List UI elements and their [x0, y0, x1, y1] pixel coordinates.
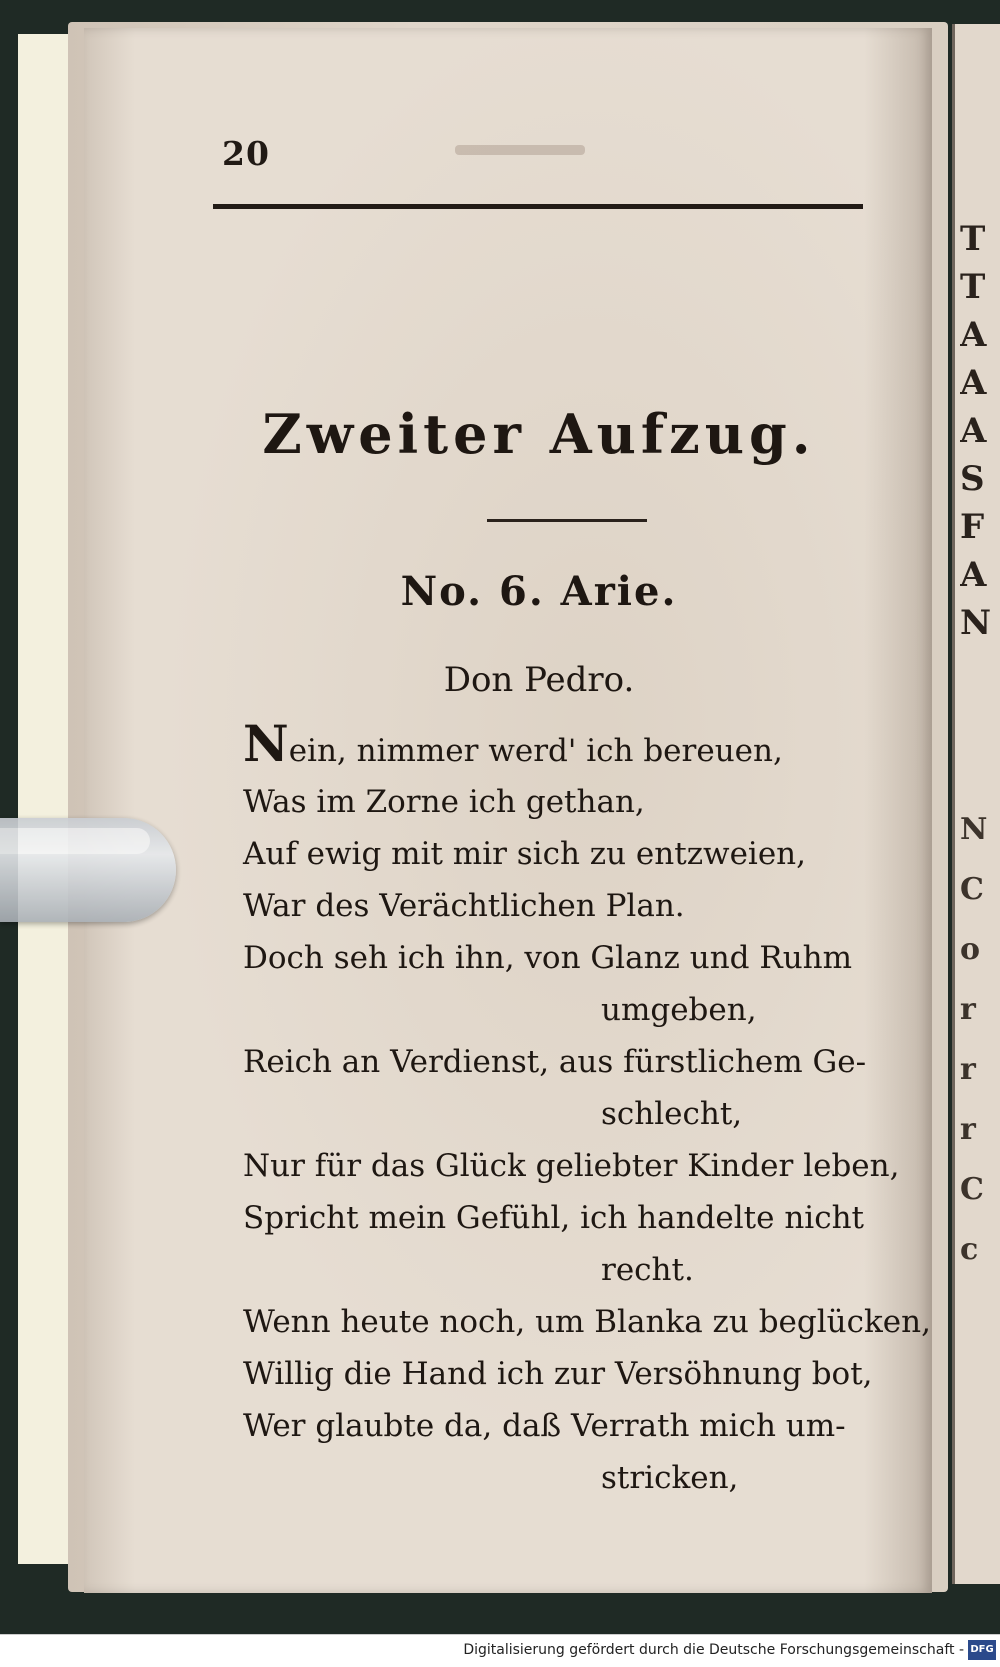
funding-credit: Digitalisierung gefördert durch die Deutsche Forschungsgemeinschaft -: [463, 1642, 964, 1658]
verse-line: War des Verächtlichen Plan.: [243, 888, 685, 924]
facing-page-glyph: r: [960, 1112, 976, 1147]
verse-line-continuation: schlecht,: [601, 1096, 743, 1132]
verse-line-continuation: umgeben,: [601, 992, 757, 1028]
facing-page-glyph: c: [960, 1232, 979, 1267]
verse-line: Doch seh ich ihn, von Glanz und Ruhm: [243, 940, 853, 976]
page-holder-clip: [0, 818, 176, 922]
drop-initial: N: [243, 714, 289, 773]
chapter-rule: [487, 519, 647, 522]
facing-page-glyph: C: [960, 872, 984, 907]
bleed-through-mark: [455, 145, 585, 155]
facing-page-glyph: A: [960, 411, 987, 451]
facing-page-glyph: A: [960, 315, 987, 355]
facing-page-glyph: F: [960, 507, 985, 547]
facing-page-glyph: o: [960, 932, 981, 967]
page-number: 20: [222, 134, 270, 173]
verse-line: Wenn heute noch, um Blanka zu beglücken,: [243, 1304, 931, 1340]
facing-page-glyph: N: [960, 603, 992, 643]
verse-line: Nur für das Glück geliebter Kinder leben,: [243, 1148, 900, 1184]
facing-page-text-lower: [960, 800, 1000, 1280]
verse-line: Willig die Hand ich zur Versöhnung bot,: [243, 1356, 873, 1392]
verse-line: [243, 714, 888, 776]
facing-page-glyph: N: [960, 812, 988, 847]
facing-page-glyph: C: [960, 1172, 984, 1207]
verse-line-continuation: recht.: [601, 1252, 694, 1288]
verse-line-continuation: stricken,: [601, 1460, 739, 1496]
verse-line: Was im Zorne ich gethan,: [243, 784, 645, 820]
verse-line: Auf ewig mit mir sich zu entzweien,: [243, 836, 806, 872]
verse-line: Spricht mein Gefühl, ich handelte nicht: [243, 1200, 864, 1236]
facing-page-glyph: S: [960, 459, 985, 499]
verse-line: Reich an Verdienst, aus fürstlichem Ge-: [243, 1044, 867, 1080]
facing-page-glyph: A: [960, 363, 987, 403]
verse-line-text: ein, nimmer werd' ich bereuen,: [288, 733, 783, 769]
speaker-name: Don Pedro.: [443, 660, 635, 700]
section-title: No. 6. Arie.: [400, 568, 678, 615]
facing-page-text-upper: [960, 215, 1000, 647]
facing-page-glyph: r: [960, 1052, 976, 1087]
dfg-logo[interactable]: DFG: [968, 1640, 996, 1660]
facing-page-glyph: T: [960, 219, 986, 259]
footer-bar: [0, 1634, 1000, 1667]
chapter-title: Zweiter Aufzug.: [262, 402, 816, 466]
facing-page-glyph: T: [960, 267, 986, 307]
verse-line: Wer glaubte da, daß Verrath mich um-: [243, 1408, 846, 1444]
facing-page-glyph: r: [960, 992, 976, 1027]
header-rule: [213, 204, 863, 209]
facing-page-glyph: A: [960, 555, 987, 595]
verse-block: [243, 714, 931, 1504]
